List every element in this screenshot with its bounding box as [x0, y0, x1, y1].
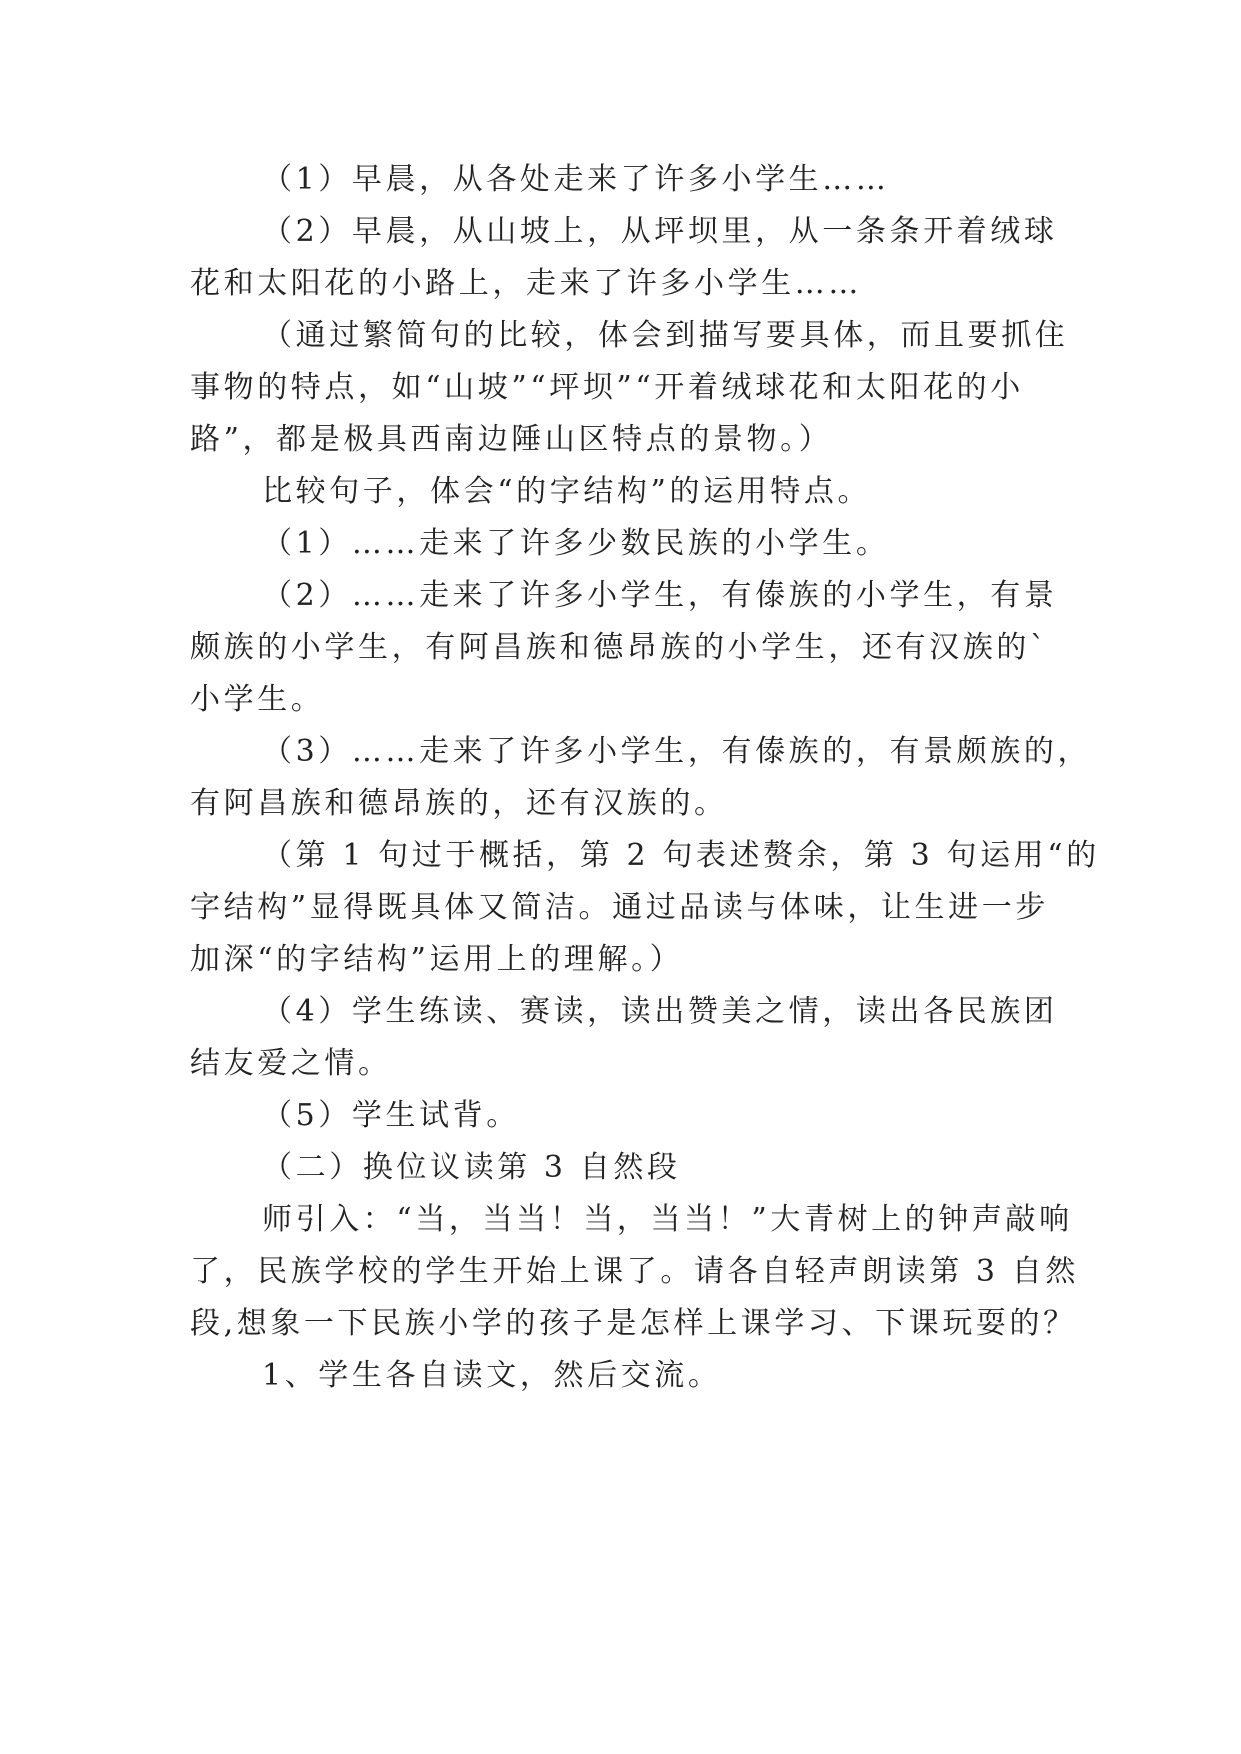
step-1-read-and-share: 1、学生各自读文，然后交流。: [262, 1358, 722, 1393]
compare-sentences-heading: 比较句子，体会“的字结构”的运用特点。: [262, 474, 872, 509]
section-heading-2: （二）换位议读第 3 自然段: [262, 1150, 681, 1185]
note-1-line-2: 事物的特点，如“山坡”“坪坝”“开着绒球花和太阳花的小: [190, 370, 1024, 405]
step-4-line-2: 结友爱之情。: [190, 1046, 392, 1081]
step-4-line-1: （4）学生练读、赛读，读出赞美之情，读出各民族团: [262, 994, 1058, 1029]
note-2-line-3: 加深“的字结构”运用上的理解。）: [190, 942, 684, 977]
compare-item-2-line-1: （2）……走来了许多小学生，有傣族的小学生，有景: [262, 578, 1058, 613]
sentence-2-line-2: 花和太阳花的小路上，走来了许多小学生……: [190, 266, 862, 301]
note-2-line-2: 字结构”显得既具体又简洁。通过品读与体味，让生进一步: [190, 890, 1049, 925]
step-5: （5）学生试背。: [262, 1098, 520, 1133]
note-1-line-1: （通过繁简句的比较，体会到描写要具体，而且要抓住: [262, 318, 1069, 353]
sentence-2-line-1: （2）早晨，从山坡上，从坪坝里，从一条条开着绒球: [262, 214, 1058, 249]
compare-item-2-line-2: 颇族的小学生，有阿昌族和德昂族的小学生，还有汉族的`: [190, 630, 1049, 665]
teacher-intro-line-2: 了，民族学校的学生开始上课了。请各自轻声朗读第 3 自然: [190, 1254, 1079, 1289]
compare-item-2-line-3: 小学生。: [190, 682, 325, 717]
compare-item-3-line-2: 有阿昌族和德昂族的，还有汉族的。: [190, 786, 728, 821]
sentence-1-early-morning: （1）早晨，从各处走来了许多小学生……: [262, 162, 890, 197]
teacher-intro-line-1: 师引入：“当，当当！当，当当！”大青树上的钟声敲响: [262, 1202, 1073, 1237]
note-1-line-3: 路”，都是极具西南边陲山区特点的景物。）: [190, 422, 833, 457]
compare-item-1: （1）……走来了许多少数民族的小学生。: [262, 526, 890, 561]
compare-item-3-line-1: （3）……走来了许多小学生，有傣族的，有景颇族的，: [262, 734, 1092, 769]
note-2-line-1: （第 1 句过于概括，第 2 句表述赘余，第 3 句运用“的: [262, 838, 1100, 873]
teacher-intro-line-3: 段,想象一下民族小学的孩子是怎样上课学习、下课玩耍的？: [190, 1306, 1077, 1341]
